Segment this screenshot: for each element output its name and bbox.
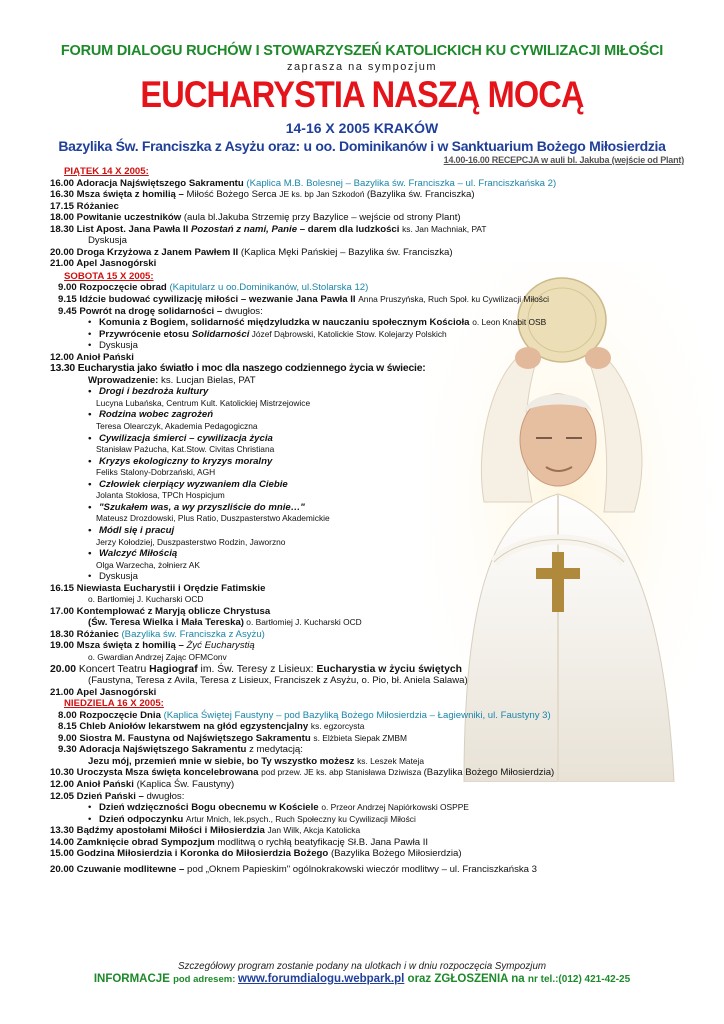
list-item: 20.00 Czuwanie modlitewne – pod „Oknem Papieskim" ogólnokrakowski wieczór modlitwy – ul. Franciszkańska 3 <box>50 863 538 875</box>
event-venue: Bazylika Św. Franciszka z Asyżu oraz: u oo. Dominikanów i w Sanktuarium Bożego Miłosierdzia <box>58 138 666 154</box>
list-item: 13.30 Bądźmy apostołami Miłości i Miłosierdzia Jan Wilk, Akcja Katolicka <box>50 825 361 837</box>
list-item: o. Bartłomiej J. Kucharski OCD <box>88 594 204 605</box>
list-item: Jolanta Stokłosa, TPCh Hospicjum <box>96 490 225 501</box>
list-item: 18.30 Różaniec (Bazylika św. Franciszka z Asyżu) <box>50 628 265 640</box>
list-item: 14.00 Zamknięcie obrad Sympozjum modlitwą o rychłą beatyfikację Sł.B. Jana Pawła II <box>50 836 429 848</box>
list-item: 8.00 Rozpoczęcie Dnia (Kaplica Świętej Faustyny – pod Bazyliką Bożego Miłosierdzia – Łagiewniki, ul. Faustyny 3) <box>58 709 551 721</box>
list-item: 9.45 Powrót na drogę solidarności – dwugłos: <box>58 305 263 317</box>
list-item: Wprowadzenie: ks. Lucjan Bielas, PAT <box>88 374 256 386</box>
list-item: (Św. Teresa Wielka i Mała Tereska) o. Bartłomiej J. Kucharski OCD <box>88 617 362 629</box>
list-item: 8.15 Chleb Aniołów lekarstwem na głód egzystencjalny ks. egzorcysta <box>58 721 365 733</box>
list-item: 9.30 Adoracja Najświętszego Sakramentu z medytacją: <box>58 744 303 756</box>
sunday-section <box>50 698 710 710</box>
list-item: 18.30 List Apost. Jana Pawła II Pozostań z nami, Panie – darem dla ludzkości ks. Jan Machniak, PAT <box>50 223 487 235</box>
invite-line: zaprasza na sympozjum <box>286 61 438 73</box>
list-item: Feliks Stalony-Dobrzański, AGH <box>96 467 216 478</box>
list-item: 12.00 Anioł Pański <box>50 351 134 363</box>
list-item: • Walczyć Miłością <box>50 548 710 560</box>
list-item: • Człowiek cierpiący wyzwaniem dla Ciebie <box>50 479 710 491</box>
list-item: 17.15 Różaniec <box>50 200 119 212</box>
list-item: 21.00 Apel Jasnogórski <box>50 686 157 698</box>
list-item: 9.00 Siostra M. Faustyna od Najświętszego Sakramentu s. Elżbieta Siepak ZMBM <box>58 732 407 744</box>
list-item: 20.00 Koncert Teatru Hagiograf im. Św. Teresy z Lisieux: Eucharystia w życiu świętych <box>50 663 462 675</box>
list-item: • Cywilizacja śmierci – cywilizacja życia <box>50 433 710 445</box>
list-item: 15.00 Godzina Miłosierdzia i Koronka do Miłosierdzia Bożego (Bazylika Bożego Miłosierdzia) <box>50 848 462 860</box>
footer-note: Szczegółowy program zostanie podany na ulotkach i w dniu rozpoczęcia Sympozjum <box>177 961 547 972</box>
friday-section <box>50 166 710 178</box>
organizer-heading: FORUM DIALOGU RUCHÓW I STOWARZYSZEŃ KATOLICKICH KU CYWILIZACJI MIŁOŚCI <box>60 43 664 59</box>
list-item: • Drogi i bezdroża kultury <box>50 386 710 398</box>
list-item: Olga Warzecha, żołnierz AK <box>96 559 200 570</box>
list-item: 20.00 Droga Krzyżowa z Janem Pawłem II (Kaplica Męki Pańskiej – Bazylika św. Franciszka) <box>50 246 453 258</box>
list-item: Jezu mój, przemień mnie w siebie, bo Ty wszystko możesz ks. Leszek Mateja <box>88 755 425 767</box>
list-item: 10.30 Uroczysta Msza święta koncelebrowana pod przew. JE ks. abp Stanisława Dziwisza (Bazylika Bożego Miłosierdzia) <box>50 767 555 779</box>
list-item: • Komunia z Bogiem, solidarność międzyludzka w nauczaniu społecznym Kościoła o. Leon Knabit OSB <box>50 317 710 329</box>
sunday-heading: NIEDZIELA 16 X 2005: <box>64 698 164 710</box>
list-item: • Kryzys ekologiczny to kryzys moralny <box>50 456 710 468</box>
list-item: 12.05 Dzień Pański – dwugłos: <box>50 790 185 802</box>
list-item: 16.30 Msza święta z homilią – Miłość Bożego Serca JE ks. bp Jan Szkodoń (Bazylika św. Franciszka) <box>50 189 475 201</box>
list-item: Jerzy Kołodziej, Duszpasterstwo Rodzin, Jaworzno <box>96 536 286 547</box>
list-item: 18.00 Powitanie uczestników (aula bl.Jakuba Strzemię przy Bazylice – wejście od strony Plant) <box>50 212 461 224</box>
list-item: 19.00 Msza święta z homilią – Żyć Eucharystią <box>50 640 255 652</box>
list-item: 16.00 Adoracja Najświętszego Sakramentu (Kaplica M.B. Bolesnej – Bazylika św. Franciszka – ul. Franciszkańska 2) <box>50 177 557 189</box>
list-item: o. Gwardian Andrzej Zając OFMConv <box>88 651 227 662</box>
event-title: EUCHARYSTIA NASZĄ MOCĄ <box>140 74 584 115</box>
website-link[interactable]: www.forumdialogu.webpark.pl <box>238 973 405 985</box>
list-item: 21.00 Apel Jasnogórski <box>50 258 157 270</box>
list-item: • Rodzina wobec zagrożeń <box>50 409 710 421</box>
list-item: 17.00 Kontemplować z Maryją oblicze Chrystusa <box>50 605 271 617</box>
list-item: • Przywrócenie etosu Solidarności Józef Dąbrowski, Katolickie Stow. Kolejarzy Polskich <box>50 329 710 341</box>
footer-info: INFORMACJE pod adresem: www.forumdialogu.webpark.pl oraz ZGŁOSZENIA na nr tel.:(012) 421-42-25 <box>93 973 631 985</box>
list-item: Teresa Olearczyk, Akademia Pedagogiczna <box>96 421 258 432</box>
list-item: 9.15 Idźcie budować cywilizację miłości – wezwanie Jana Pawła II Anna Pruszyńska, Ruch Społ. ku Cywilizacji Miłości <box>58 294 550 306</box>
list-item: Mateusz Drozdowski, Plus Ratio, Duszpasterstwo Akademickie <box>96 513 330 524</box>
list-item: Lucyna Lubańska, Centrum Kult. Katolickiej Mistrzejowice <box>96 397 311 408</box>
reception-note: 14.00-16.00 RECEPCJA w auli bl. Jakuba (wejście od Plant) <box>443 155 684 165</box>
saturday-heading: SOBOTA 15 X 2005: <box>64 270 154 282</box>
list-item: (Faustyna, Teresa z Avila, Teresa z Lisieux, Franciszek z Asyżu, o. Pio, bł. Aniela Salawa) <box>88 675 468 687</box>
list-item: • "Szukałem was, a wy przyszliście do mnie…" <box>50 502 710 514</box>
list-item: • Dzień odpoczynku Artur Mnich, lek.psych., Ruch Społeczny ku Cywilizacji Miłości <box>50 814 710 826</box>
list-item: • Dyskusja <box>50 340 710 352</box>
event-dates: 14-16 X 2005 KRAKÓW <box>285 120 439 136</box>
friday-heading: PIĄTEK 14 X 2005: <box>64 166 149 177</box>
list-item: 16.15 Niewiasta Eucharystii i Orędzie Fatimskie <box>50 582 266 594</box>
list-item: 13.30 Eucharystia jako światło i moc dla naszego codziennego życia w świecie: <box>50 363 426 375</box>
saturday-section <box>50 271 710 283</box>
list-item: 9.00 Rozpoczęcie obrad (Kapitularz u oo.Dominikanów, ul.Stolarska 12) <box>58 282 369 294</box>
program-list <box>50 166 710 875</box>
list-item: 12.00 Anioł Pański (Kaplica Św. Faustyny) <box>50 778 235 790</box>
list-item: • Dzień wdzięczności Bogu obecnemu w Kościele o. Przeor Andrzej Napiórkowski OSPPE <box>50 802 710 814</box>
list-item: Stanisław Pażucha, Kat.Stow. Civitas Christiana <box>96 444 275 455</box>
list-item: • Módl się i pracuj <box>50 525 710 537</box>
list-item: Dyskusja <box>88 235 127 247</box>
list-item: • Dyskusja <box>50 571 710 583</box>
